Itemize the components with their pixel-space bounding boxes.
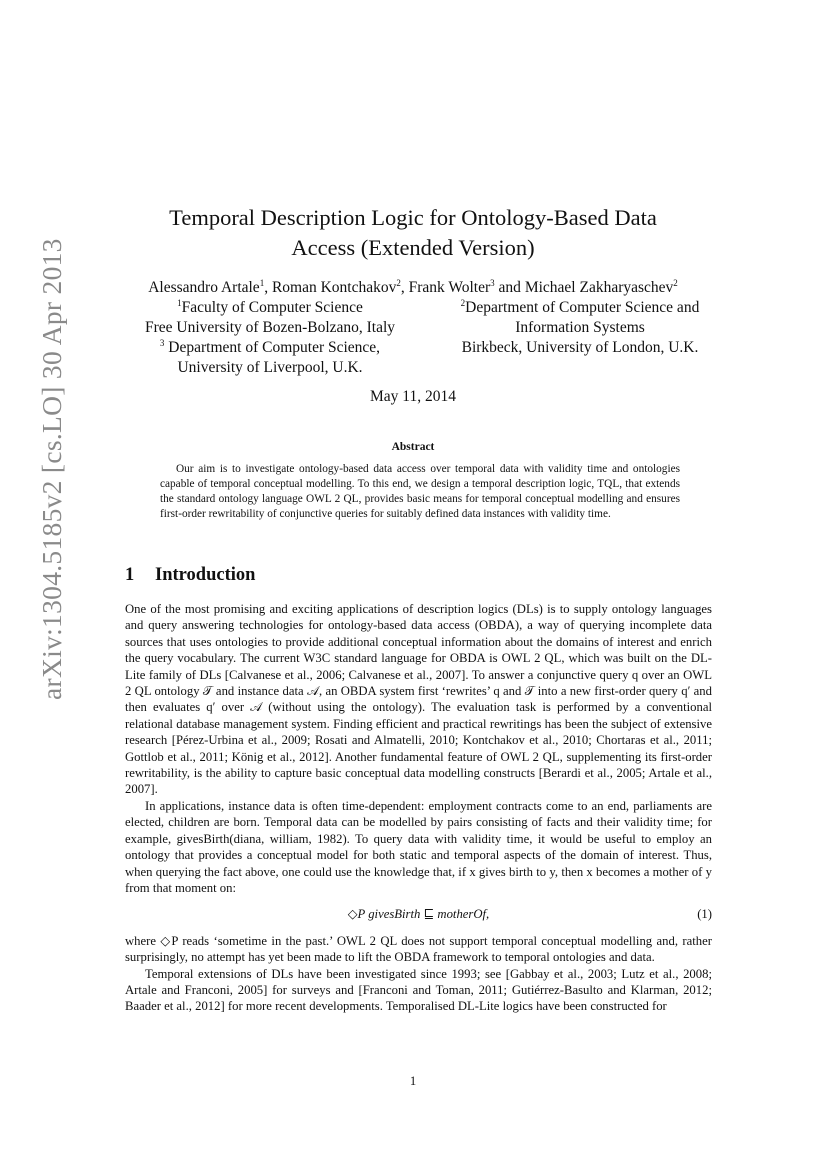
- section-title: Introduction: [155, 565, 256, 585]
- author-name: Alessandro Artale: [148, 279, 260, 296]
- section-body: [125, 601, 712, 1015]
- arxiv-identifier: arXiv:1304.5185v2 [cs.LO] 30 Apr 2013: [36, 238, 67, 700]
- title-line-1: Temporal Description Logic for Ontology-Based Data: [169, 205, 657, 230]
- author-name: Frank Wolter: [408, 279, 491, 296]
- affiliation-line: Birkbeck, University of London, U.K.: [461, 339, 699, 356]
- affiliations-left: [120, 298, 420, 378]
- author-name: Michael Zakharyaschev: [524, 279, 674, 296]
- section-heading: [125, 565, 255, 586]
- abstract-text: Our aim is to investigate ontology-based data access over temporal data with validity time and ontologies capable of temporal conceptual modelling. To this end, we design a temporal description logic, TQL, that extends the standard ontology language OWL 2 QL, provides basic means for temporal conceptual modelling and ensures first-order rewritability of conjunctive queries for suitably defined data instances with validity time.: [160, 463, 680, 520]
- paragraph: One of the most promising and exciting applications of description logics (DLs) is to supply ontology languages and query answering technologies for ontology-based data access (OBDA), a way of querying incomplete data sources that uses ontologies to provide additional conceptual information about the domains of interest and enrich the query vocabulary. The current W3C standard language for OBDA is OWL 2 QL, which was built on the DL-Lite family of DLs [Calvanese et al., 2006; Calvanese et al., 2007]. To answer a conjunctive query q over an OWL 2 QL ontology 𝒯 and instance data 𝒜, an OBDA system first ‘rewrites’ q and 𝒯 into a new first-order query q′ and then evaluates q′ over 𝒜 (without using the ontology). The evaluation task is performed by a conventional relational database management system. Finding efficient and practical rewritings has been the subject of extensive research [Pérez-Urbina et al., 2009; Rosati and Almatelli, 2010; Kontchakov et al., 2010; Chortaras et al., 2011; Gottlob et al., 2011; König et al., 2012]. Another fundamental feature of OWL 2 QL, supplementing its first-order rewritability, is the ability to capture basic conceptual data modelling constructs [Berardi et al., 2005; Artale et al., 2007].: [125, 602, 712, 797]
- affiliation-line: University of Liverpool, U.K.: [177, 359, 363, 376]
- publication-date: May 11, 2014: [370, 388, 456, 405]
- equation-formula: ◇P givesBirth ⊑ motherOf,: [347, 907, 490, 922]
- section-number: 1: [125, 565, 135, 585]
- paragraph: where ◇P reads ‘sometime in the past.’ OWL 2 QL does not support temporal conceptual modelling and, rather surprisingly, no attempt has yet been made to lift the OBDA framework to temporal ontologies and data.: [125, 933, 712, 965]
- equation: [125, 906, 712, 922]
- page-number: 1: [409, 1074, 417, 1088]
- author-name: Roman Kontchakov: [271, 279, 397, 296]
- affiliation-line: $^2$Department of Computer Science and: [460, 297, 700, 316]
- affiliation-line: Free University of Bozen-Bolzano, Italy: [144, 319, 396, 336]
- affiliation-line: Information Systems: [515, 319, 645, 336]
- author-affil-mark: 3: [490, 277, 495, 288]
- affiliation-line: $^1$Faculty of Computer Science: [177, 297, 363, 316]
- paragraph: Temporal extensions of DLs have been investigated since 1993; see [Gabbay et al., 2003; Lutz et al., 2008; Artale and Franconi, 2005] for surveys and [Franconi and Toman, 2011; Gutiérrez-Basulto and Klarman, 2012; Baader et al., 2012] for more recent developments. Temporalised DL-Lite logics have been constructed for: [125, 966, 712, 1014]
- author-separator: and: [494, 279, 525, 296]
- abstract-heading: Abstract: [391, 441, 435, 453]
- title-line-2: Access (Extended Version): [291, 235, 535, 260]
- author-separator: ,: [400, 279, 409, 296]
- author-list: [0, 279, 826, 297]
- author-affil-mark: 2: [396, 277, 401, 288]
- affiliation-line: $^3$ Department of Computer Science,: [159, 337, 381, 356]
- author-affil-mark: 2: [673, 277, 678, 288]
- paper-title: [100, 203, 726, 263]
- author-affil-mark: 1: [259, 277, 265, 288]
- affiliations-right: [430, 298, 730, 358]
- equation-number: (1): [697, 907, 712, 922]
- paragraph: In applications, instance data is often time-dependent: employment contracts come to an end, parliaments are elected, children are born. Temporal data can be modelled by pairs consisting of facts and their validity time; for example, givesBirth(diana, william, 1982). To query data with validity time, it would be useful to employ an ontology that provides a conceptual model for both static and temporal aspects of the domain of interest. Thus, when querying the fact above, one could use the knowledge that, if x gives birth to y, then x becomes a mother of y from that moment on:: [125, 798, 712, 895]
- author-separator: ,: [264, 279, 272, 296]
- abstract-body: [160, 462, 680, 522]
